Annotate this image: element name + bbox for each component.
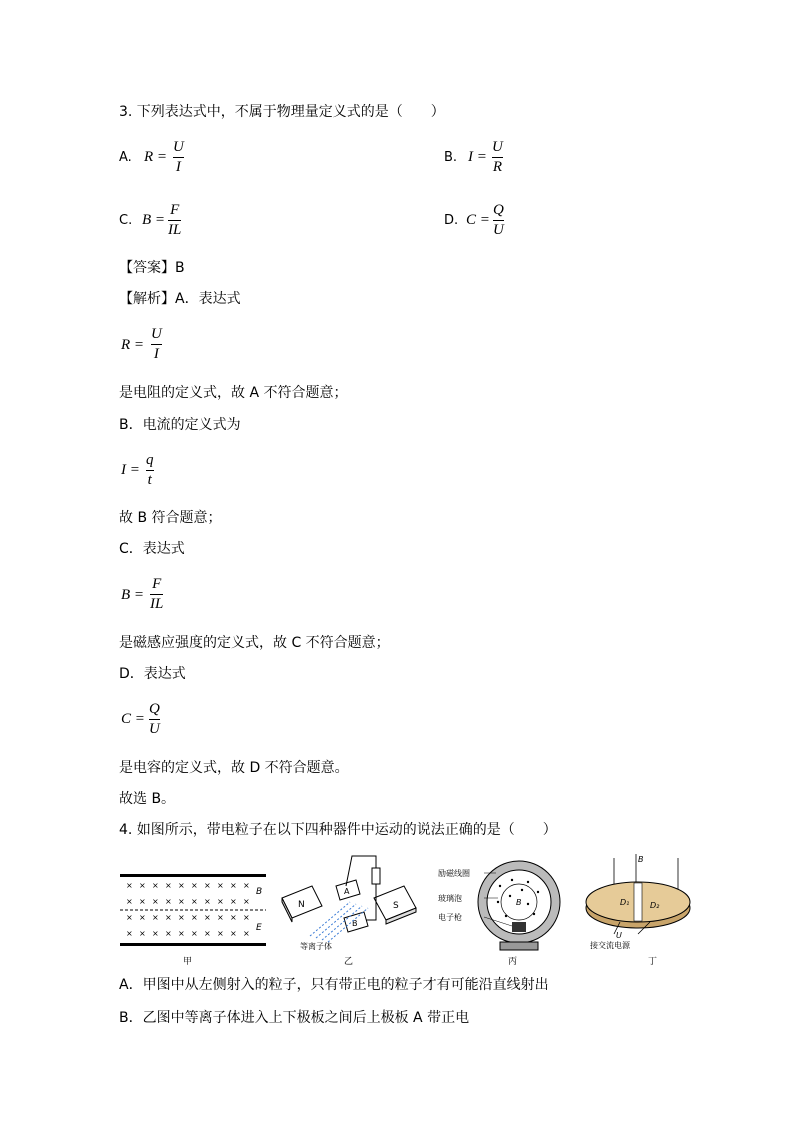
denominator: I (175, 159, 181, 175)
cross-mark: × (139, 897, 146, 906)
fraction-bar (168, 220, 181, 221)
formula-lhs: I = (468, 149, 487, 165)
cross-mark: × (165, 897, 172, 906)
answer-line: 【答案】B (119, 260, 185, 276)
cross-mark: × (178, 929, 185, 938)
formula-lhs: R = (144, 149, 168, 165)
caption-jia: 甲 (183, 957, 193, 967)
cross-mark: × (139, 913, 146, 922)
cross-mark: × (230, 897, 237, 906)
analysis-heading-d: D．表达式 (119, 666, 186, 682)
load-resistor (372, 868, 380, 884)
magnet-n-label: N (298, 900, 305, 910)
cross-mark: × (126, 913, 133, 922)
cross-mark: × (230, 881, 237, 890)
formula-fraction (150, 576, 163, 613)
plasma-label: 等离子体 (300, 942, 332, 950)
fraction-bar (493, 220, 504, 221)
denominator: U (149, 721, 160, 737)
cross-mark: × (191, 881, 198, 890)
denominator: I (153, 346, 159, 362)
numerator: q (146, 452, 154, 468)
q3-stem: 3. 下列表达式中，不属于物理量定义式的是（ ） (119, 104, 445, 120)
analysis-line-c: 是磁感应强度的定义式，故 C 不符合题意； (119, 635, 390, 651)
cross-mark: × (152, 929, 159, 938)
field-dot (511, 879, 513, 881)
electron-gun (512, 922, 526, 932)
bulb-label: 玻璃泡 (438, 894, 462, 903)
analysis-line-b: 故 B 符合题意； (119, 510, 222, 526)
circuit-wire-lower (366, 884, 376, 920)
cross-mark: × (139, 881, 146, 890)
cross-mark: × (165, 929, 172, 938)
cross-mark: × (191, 929, 198, 938)
cross-mark: × (152, 913, 159, 922)
cross-mark: × (126, 897, 133, 906)
field-b-label: B (638, 855, 644, 864)
formula-fraction (168, 202, 181, 239)
formula-lhs: R = (121, 337, 145, 353)
cross-mark: × (217, 929, 224, 938)
numerator: U (151, 326, 162, 342)
denominator: IL (168, 222, 182, 238)
figure-cyclotron (580, 850, 692, 950)
formula-lhs: C = (466, 212, 490, 228)
cross-mark: × (165, 913, 172, 922)
field-dot (527, 903, 529, 905)
field-b-label: B (256, 887, 263, 897)
field-dot (521, 889, 523, 891)
coil-label: 励磁线圈 (438, 869, 470, 878)
analysis-heading: 【解析】A．表达式 (119, 291, 241, 307)
gun-label: 电子枪 (438, 913, 462, 922)
cross-mark: × (230, 913, 237, 922)
fraction-bar (173, 157, 184, 158)
plate-b-label: B (352, 919, 358, 928)
fraction-bar (149, 719, 160, 720)
cross-mark: × (139, 929, 146, 938)
dee-d1-label: D₁ (620, 898, 630, 907)
cross-mark: × (152, 881, 159, 890)
cross-mark: × (191, 913, 198, 922)
field-dot (533, 913, 535, 915)
fraction-bar (492, 157, 503, 158)
option-letter: D. (444, 213, 459, 228)
bottom-plate (120, 943, 266, 946)
cross-mark: × (243, 929, 250, 938)
cross-mark: × (204, 929, 211, 938)
cross-mark: × (178, 897, 185, 906)
formula-fraction (146, 452, 154, 489)
formula-fraction (151, 326, 162, 363)
denominator: t (147, 472, 152, 488)
option-letter: A. (119, 150, 132, 165)
fraction-bar (150, 594, 163, 595)
cross-mark: × (243, 897, 250, 906)
numerator: U (492, 139, 503, 155)
formula-lhs: B = (142, 212, 166, 228)
field-dot (537, 891, 539, 893)
cross-mark: × (230, 929, 237, 938)
numerator: F (152, 576, 162, 592)
cross-mark: × (217, 881, 224, 890)
formula-lhs: I = (121, 462, 140, 478)
field-dot (527, 881, 529, 883)
cross-mark: × (126, 929, 133, 938)
cross-mark: × (152, 897, 159, 906)
caption-bing: 丙 (508, 957, 518, 967)
figure-mhd-generator (278, 850, 428, 950)
cross-mark: × (204, 881, 211, 890)
field-b-label: B (516, 898, 522, 907)
top-plate (120, 874, 266, 877)
cross-mark: × (217, 897, 224, 906)
field-dot (509, 895, 511, 897)
cross-mark: × (191, 897, 198, 906)
numerator: U (173, 139, 184, 155)
q4-option-a: A．甲图中从左侧射入的粒子，只有带正电的粒子才有可能沿直线射出 (119, 977, 549, 993)
numerator: Q (493, 202, 504, 218)
plate-a-label: A (344, 887, 350, 896)
cross-mark: × (204, 913, 211, 922)
caption-ding: 丁 (648, 957, 658, 967)
figure-beam-tube (436, 856, 566, 952)
fraction-bar (146, 470, 154, 471)
q4-option-b: B．乙图中等离子体进入上下极板之间后上极板 A 带正电 (119, 1010, 470, 1026)
analysis-heading-b: B．电流的定义式为 (119, 417, 241, 433)
cross-mark: × (243, 881, 250, 890)
formula-fraction (492, 139, 503, 176)
caption-yi: 乙 (344, 957, 354, 967)
q4-stem: 4. 如图所示，带电粒子在以下四种器件中运动的说法正确的是（ ） (119, 822, 557, 838)
formula-lhs: B = (121, 587, 145, 603)
option-letter: B. (444, 150, 458, 165)
field-dot (505, 915, 507, 917)
formula-fraction (493, 202, 504, 239)
field-dot (499, 885, 501, 887)
analysis-line-d: 是电容的定义式，故 D 不符合题意。 (119, 760, 349, 776)
cross-mark: × (204, 897, 211, 906)
fraction-bar (151, 344, 162, 345)
denominator: U (493, 222, 504, 238)
formula-fraction (173, 139, 184, 176)
formula-lhs: C = (121, 711, 145, 727)
option-letter: C. (119, 213, 133, 228)
numerator: F (170, 202, 180, 218)
cross-mark: × (243, 913, 250, 922)
tube-base (500, 942, 538, 950)
conclusion: 故选 B。 (119, 791, 176, 807)
analysis-heading-c: C．表达式 (119, 541, 185, 557)
cross-mark: × (165, 881, 172, 890)
numerator: Q (149, 701, 160, 717)
denominator: R (492, 159, 502, 175)
cross-mark: × (178, 913, 185, 922)
cross-mark: × (217, 913, 224, 922)
source-label: 接交流电源 (590, 941, 630, 950)
magnet-s-label: S (393, 901, 399, 911)
field-dot (497, 901, 499, 903)
figure-velocity-selector (118, 870, 268, 950)
denominator: IL (150, 596, 164, 612)
cross-mark: × (126, 881, 133, 890)
field-e-label: E (256, 923, 262, 933)
dee-d2-label: D₂ (650, 901, 660, 910)
dee-gap (634, 883, 642, 921)
formula-fraction (149, 701, 160, 738)
voltage-label: U (616, 931, 622, 940)
cross-mark: × (178, 881, 185, 890)
analysis-line-a: 是电阻的定义式，故 A 不符合题意； (119, 385, 348, 401)
